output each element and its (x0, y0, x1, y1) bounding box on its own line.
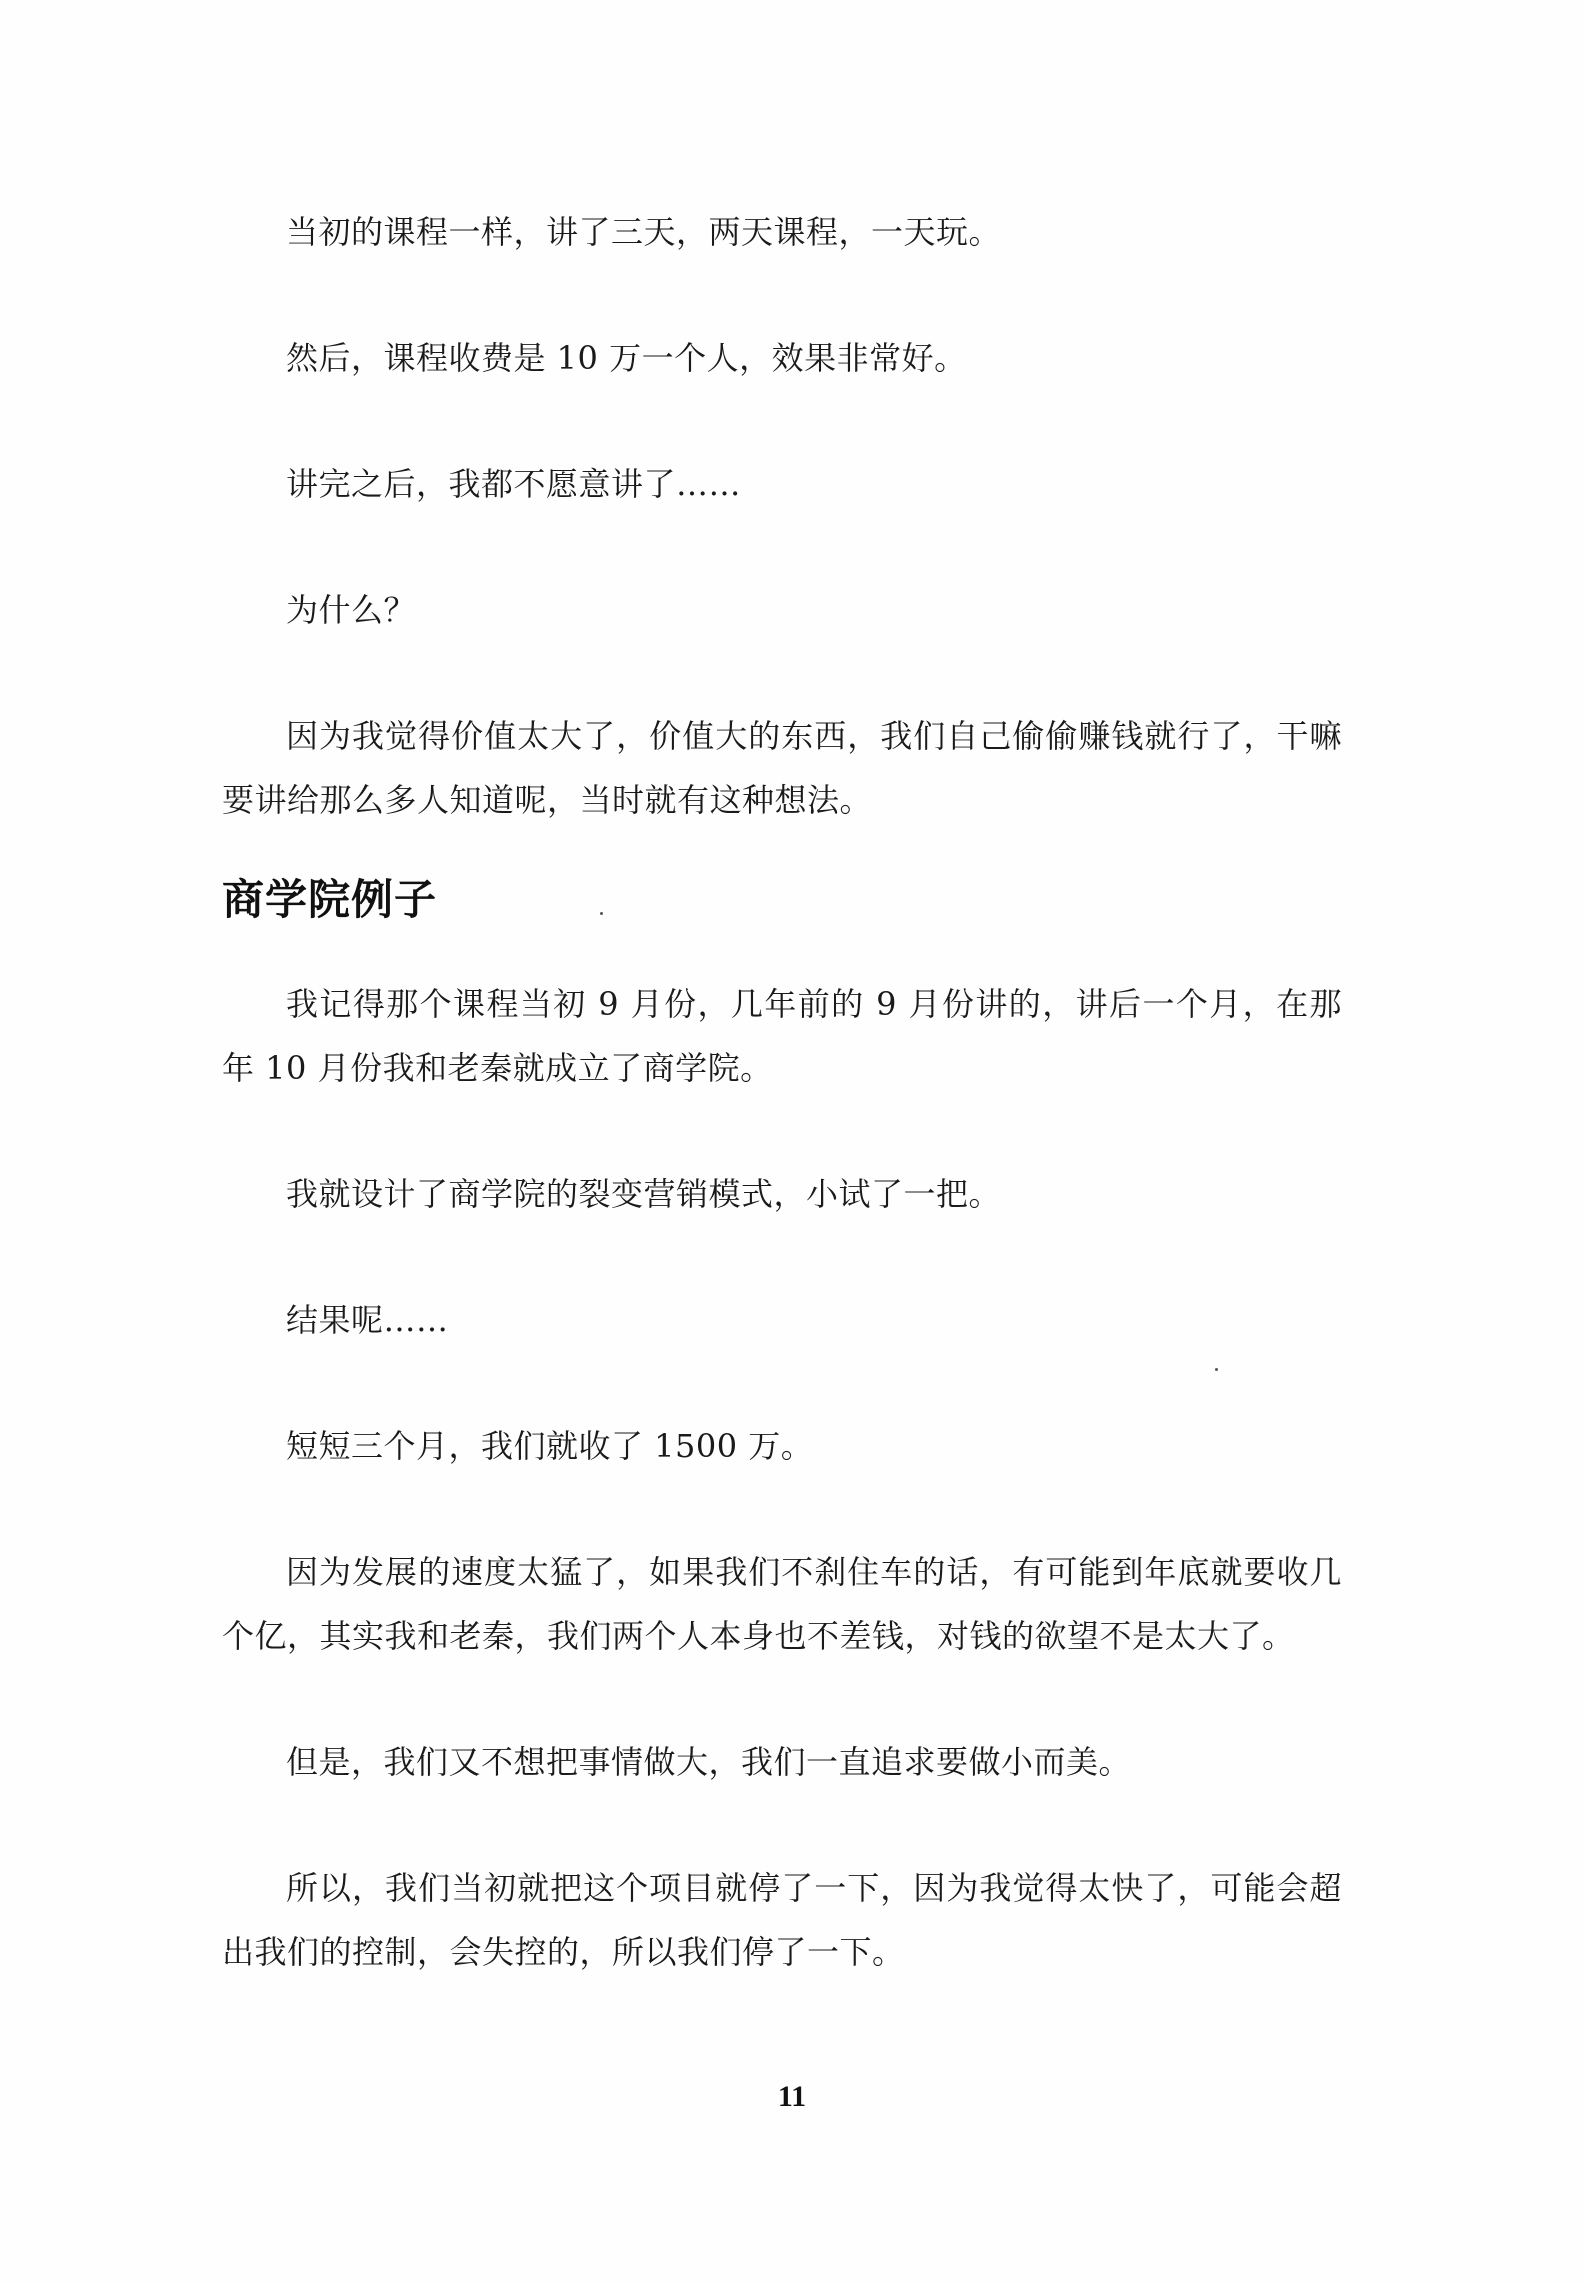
paragraph-project-paused: 所以，我们当初就把这个项目就停了一下，因为我觉得太快了，可能会超出我们的控制，会失控的，所以我们停了一下。 (222, 1869, 1342, 1971)
paragraph-fast-growth: 因为发展的速度太猛了，如果我们不刹住车的话，有可能到年底就要收几个亿，其实我和老秦，我们两个人本身也不差钱，对钱的欲望不是太大了。 (222, 1553, 1342, 1655)
paragraph-why: 为什么？ (286, 591, 417, 629)
paragraph-reason: 因为我觉得价值太大了，价值大的东西，我们自己偷偷赚钱就行了，干嘛要讲给那么多人知道呢，当时就有这种想法。 (222, 717, 1342, 819)
section-heading: 商学院例子 (222, 875, 438, 924)
scan-speck (600, 912, 603, 915)
scan-speck (1215, 1368, 1218, 1371)
paragraph-course-schedule: 当初的课程一样，讲了三天，两天课程，一天玩。 (286, 213, 1002, 251)
paragraph-result: 结果呢…… (286, 1301, 449, 1339)
paragraph-revenue: 短短三个月，我们就收了 1500 万。 (286, 1427, 814, 1465)
page-content (222, 200, 1342, 1984)
paragraph-business-school-founded: 我记得那个课程当初 9 月份，几年前的 9 月份讲的，讲后一个月，在那年 10 月份我和老秦就成立了商学院。 (222, 985, 1342, 1087)
paragraph-course-fee: 然后，课程收费是 10 万一个人，效果非常好。 (286, 339, 967, 377)
paragraph-fission-marketing: 我就设计了商学院的裂变营销模式，小试了一把。 (286, 1175, 1002, 1213)
paragraph-unwilling: 讲完之后，我都不愿意讲了…… (286, 465, 742, 503)
paragraph-small-and-beautiful: 但是，我们又不想把事情做大，我们一直追求要做小而美。 (286, 1743, 1132, 1781)
page-number: 11 (777, 2080, 807, 2113)
